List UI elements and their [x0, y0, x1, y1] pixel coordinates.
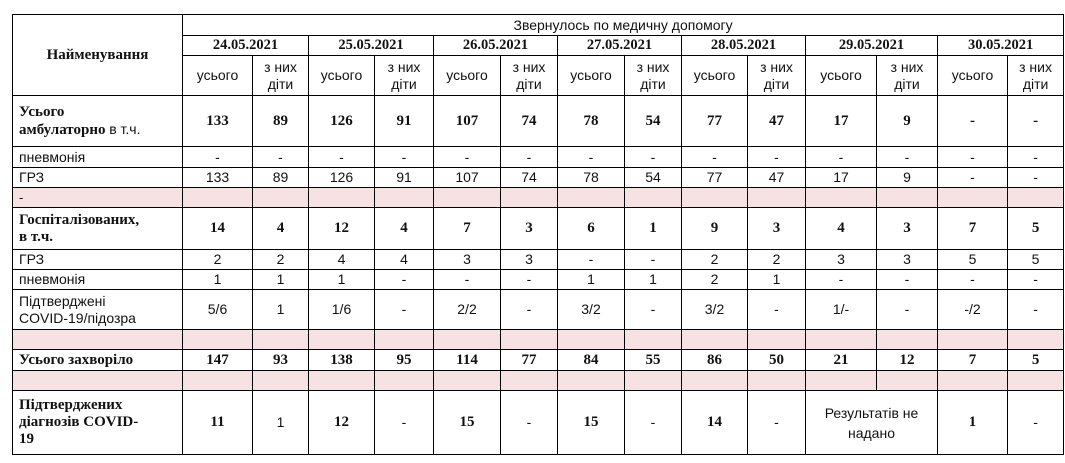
- value-cell: 50: [748, 350, 806, 371]
- value-cell: 15: [558, 391, 625, 455]
- value-cell: 2: [682, 250, 748, 270]
- value-cell: 1: [938, 391, 1008, 455]
- subheader-children: з них діти: [253, 56, 309, 96]
- value-cell: 138: [309, 350, 375, 371]
- subheader-total: усього: [806, 56, 877, 96]
- value-cell: -: [748, 290, 806, 330]
- date-header: 25.05.2021: [309, 36, 434, 56]
- value-cell: 77: [501, 350, 558, 371]
- row-label-pneumonia-hospitalized: пневмонія: [13, 270, 183, 290]
- value-cell: 5: [1008, 208, 1064, 250]
- value-cell: 1/-: [806, 290, 877, 330]
- value-cell: 1: [558, 270, 625, 290]
- row-label-confirmed-covid: Підтверджених діагнозів COVID- 19: [13, 391, 183, 455]
- value-cell: 14: [682, 391, 748, 455]
- value-cell: 147: [183, 350, 253, 371]
- value-cell: -: [558, 147, 625, 168]
- value-cell: 5: [1008, 350, 1064, 371]
- value-cell: -: [501, 270, 558, 290]
- value-cell: 91: [375, 96, 434, 147]
- value-cell: 3/2: [682, 290, 748, 330]
- row-label-hospitalized: Госпіталізованих, в т.ч.: [13, 208, 183, 250]
- value-cell: 126: [309, 96, 375, 147]
- value-cell: 3: [806, 250, 877, 270]
- row-grz-hospitalized: [13, 250, 1064, 270]
- row-label-total-sick: Усього захворіло: [13, 350, 183, 371]
- value-cell: -: [434, 270, 501, 290]
- morbidity-table: [12, 14, 1064, 455]
- value-cell: -: [375, 290, 434, 330]
- value-cell: 55: [625, 350, 682, 371]
- value-cell: 78: [558, 168, 625, 188]
- value-cell: 89: [253, 96, 309, 147]
- value-cell: 12: [309, 208, 375, 250]
- value-cell: 107: [434, 168, 501, 188]
- subheader-total: усього: [183, 56, 253, 96]
- subheader-children: з них діти: [375, 56, 434, 96]
- value-cell: 12: [309, 391, 375, 455]
- value-cell: 1: [625, 208, 682, 250]
- value-cell: 114: [434, 350, 501, 371]
- row-label-pneumonia: пневмонія: [13, 147, 183, 168]
- row-total-sick: [13, 350, 1064, 371]
- value-cell: 3: [434, 250, 501, 270]
- value-cell: 9: [877, 168, 938, 188]
- subheader-children: з них діти: [501, 56, 558, 96]
- value-cell: -: [806, 270, 877, 290]
- value-cell: 95: [375, 350, 434, 371]
- value-cell: -: [625, 290, 682, 330]
- value-cell: 74: [501, 168, 558, 188]
- row-label-grz-hospitalized: ГРЗ: [13, 250, 183, 270]
- value-cell: 12: [877, 350, 938, 371]
- value-cell: 11: [183, 391, 253, 455]
- subheader-children: з них діти: [625, 56, 682, 96]
- value-cell: 1: [309, 270, 375, 290]
- value-cell: -: [938, 270, 1008, 290]
- row-label-grz: ГРЗ: [13, 168, 183, 188]
- subheader-children: з них діти: [1008, 56, 1064, 96]
- value-cell: 86: [682, 350, 748, 371]
- subheader-total: усього: [309, 56, 375, 96]
- value-cell: 91: [375, 168, 434, 188]
- row-pneumonia: [13, 147, 1064, 168]
- subheader-total: усього: [938, 56, 1008, 96]
- row-confirmed-covid: [13, 391, 1064, 455]
- value-cell: 2: [682, 270, 748, 290]
- value-cell: 9: [682, 208, 748, 250]
- value-cell: -: [501, 290, 558, 330]
- value-cell: -: [558, 250, 625, 270]
- value-cell: -: [375, 270, 434, 290]
- value-cell: 17: [806, 168, 877, 188]
- value-cell: 1: [253, 270, 309, 290]
- value-cell: 74: [501, 96, 558, 147]
- subheader-total: усього: [558, 56, 625, 96]
- value-cell: -: [938, 168, 1008, 188]
- date-header: 30.05.2021: [938, 36, 1064, 56]
- value-cell: 1: [253, 391, 309, 455]
- value-cell: -: [748, 391, 806, 455]
- no-results-note: Результатів не надано: [806, 391, 938, 455]
- separator-row-3: [13, 371, 1064, 391]
- value-cell: -: [501, 391, 558, 455]
- header-row-1: [13, 15, 1064, 36]
- separator-label: -: [13, 188, 183, 208]
- value-cell: 54: [625, 96, 682, 147]
- value-cell: 3: [877, 250, 938, 270]
- value-cell: 133: [183, 96, 253, 147]
- value-cell: 1: [748, 270, 806, 290]
- value-cell: 3: [501, 208, 558, 250]
- value-cell: -: [1008, 168, 1064, 188]
- value-cell: 84: [558, 350, 625, 371]
- value-cell: 2: [253, 250, 309, 270]
- value-cell: -: [625, 250, 682, 270]
- value-cell: -: [1008, 270, 1064, 290]
- value-cell: -: [877, 290, 938, 330]
- value-cell: 93: [253, 350, 309, 371]
- value-cell: -: [938, 147, 1008, 168]
- value-cell: 2: [748, 250, 806, 270]
- subheader-children: з них діти: [877, 56, 938, 96]
- row-label-covid: Підтверджені COVID-19/підозра: [13, 290, 183, 330]
- value-cell: 5: [1008, 250, 1064, 270]
- value-cell: 9: [877, 96, 938, 147]
- date-header: 26.05.2021: [434, 36, 558, 56]
- row-grz: [13, 168, 1064, 188]
- value-cell: 7: [938, 350, 1008, 371]
- value-cell: -: [625, 147, 682, 168]
- value-cell: 6: [558, 208, 625, 250]
- value-cell: -: [434, 147, 501, 168]
- value-cell: -: [877, 270, 938, 290]
- value-cell: 1/6: [309, 290, 375, 330]
- value-cell: 89: [253, 168, 309, 188]
- date-header: 24.05.2021: [183, 36, 309, 56]
- value-cell: -: [1008, 147, 1064, 168]
- separator-row-1: [13, 188, 1064, 208]
- row-hospitalized: [13, 208, 1064, 250]
- value-cell: 1: [253, 290, 309, 330]
- row-label-total-ambulatory: Усього амбулаторно в т.ч.: [13, 96, 183, 147]
- row-total-ambulatory: [13, 96, 1064, 147]
- value-cell: 54: [625, 168, 682, 188]
- value-cell: 3: [501, 250, 558, 270]
- value-cell: -: [748, 147, 806, 168]
- value-cell: 47: [748, 168, 806, 188]
- date-header: 27.05.2021: [558, 36, 682, 56]
- value-cell: -: [938, 96, 1008, 147]
- value-cell: -: [253, 147, 309, 168]
- value-cell: 133: [183, 168, 253, 188]
- value-cell: 4: [375, 208, 434, 250]
- value-cell: 3/2: [558, 290, 625, 330]
- value-cell: -: [1008, 290, 1064, 330]
- value-cell: -: [375, 147, 434, 168]
- value-cell: 3: [748, 208, 806, 250]
- value-cell: 4: [806, 208, 877, 250]
- value-cell: -: [309, 147, 375, 168]
- value-cell: -: [625, 391, 682, 455]
- value-cell: -: [877, 147, 938, 168]
- value-cell: -: [183, 147, 253, 168]
- value-cell: 2/2: [434, 290, 501, 330]
- subheader-total: усього: [682, 56, 748, 96]
- value-cell: 2: [183, 250, 253, 270]
- value-cell: 5: [938, 250, 1008, 270]
- value-cell: -: [682, 147, 748, 168]
- value-cell: -/2: [938, 290, 1008, 330]
- value-cell: 17: [806, 96, 877, 147]
- value-cell: 5/6: [183, 290, 253, 330]
- value-cell: 77: [682, 96, 748, 147]
- value-cell: 4: [375, 250, 434, 270]
- value-cell: 14: [183, 208, 253, 250]
- separator-row-2: [13, 330, 1064, 350]
- value-cell: 1: [625, 270, 682, 290]
- date-header: 29.05.2021: [806, 36, 938, 56]
- value-cell: 15: [434, 391, 501, 455]
- value-cell: 21: [806, 350, 877, 371]
- value-cell: 7: [938, 208, 1008, 250]
- value-cell: -: [375, 391, 434, 455]
- value-cell: 107: [434, 96, 501, 147]
- value-cell: 4: [309, 250, 375, 270]
- subheader-total: усього: [434, 56, 501, 96]
- value-cell: 7: [434, 208, 501, 250]
- group-header: Звернулось по медичну допомогу: [183, 15, 1064, 36]
- value-cell: -: [1008, 391, 1064, 455]
- subheader-children: з них діти: [748, 56, 806, 96]
- value-cell: 3: [877, 208, 938, 250]
- value-cell: -: [806, 147, 877, 168]
- value-cell: 47: [748, 96, 806, 147]
- value-cell: 78: [558, 96, 625, 147]
- row-covid-confirmed-suspected: [13, 290, 1064, 330]
- value-cell: -: [501, 147, 558, 168]
- row-pneumonia-hospitalized: [13, 270, 1064, 290]
- value-cell: 4: [253, 208, 309, 250]
- value-cell: -: [1008, 96, 1064, 147]
- date-header: 28.05.2021: [682, 36, 806, 56]
- value-cell: 126: [309, 168, 375, 188]
- name-column-header: Найменування: [13, 15, 183, 96]
- value-cell: 77: [682, 168, 748, 188]
- value-cell: 1: [183, 270, 253, 290]
